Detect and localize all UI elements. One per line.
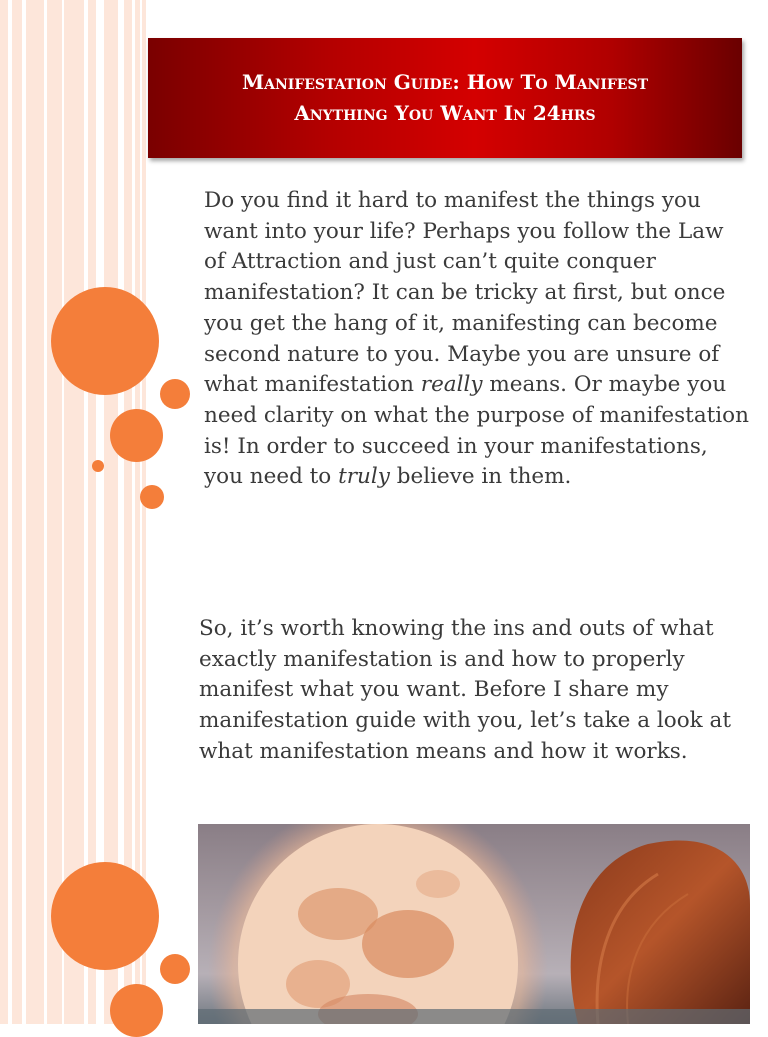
page-title-line-2: Anything You Want In 24hrs [294, 101, 596, 125]
page-title-line-1: Manifestation Guide: How To Manifest [241, 70, 649, 94]
second-paragraph: So, it’s worth knowing the ins and outs of what exactly manifestation is and how to properly manifest what you want. Before I share my manifestation guide with you, let’s take a look at what manifestation means and how it works. [199, 616, 731, 764]
intro-text-part-1: Do you find it hard to manifest the things you want into your life? Perhaps you follow the Law of Attraction and just can’t quite conquer manifestation? It can be tricky at first, but once you get the hang of it, manifesting can become second nature to you. Maybe you are unsure of what manifestation [204, 188, 726, 398]
decorative-circle-small-3 [160, 954, 190, 984]
decorative-circle-medium [110, 409, 163, 462]
decorative-circle-small-2 [140, 485, 164, 509]
emphasis-really: really [420, 372, 483, 398]
emphasis-truly: truly [338, 464, 390, 490]
intro-text-part-3: believe in them. [389, 464, 572, 490]
decorative-circle-medium-bottom [110, 984, 163, 1037]
decorative-circle-tiny [92, 460, 104, 472]
moon-woman-photo [198, 824, 750, 1024]
intro-text-part-2: means. Or maybe you need clarity on what the purpose of manifestation is! In order to succeed in your manifestations, you need to [204, 372, 749, 490]
intro-paragraph [204, 186, 749, 493]
decorative-circle-large-top [51, 287, 159, 395]
title-banner [148, 38, 742, 158]
decorative-circle-large-bottom [51, 862, 159, 970]
decorative-circle-small-1 [160, 379, 190, 409]
